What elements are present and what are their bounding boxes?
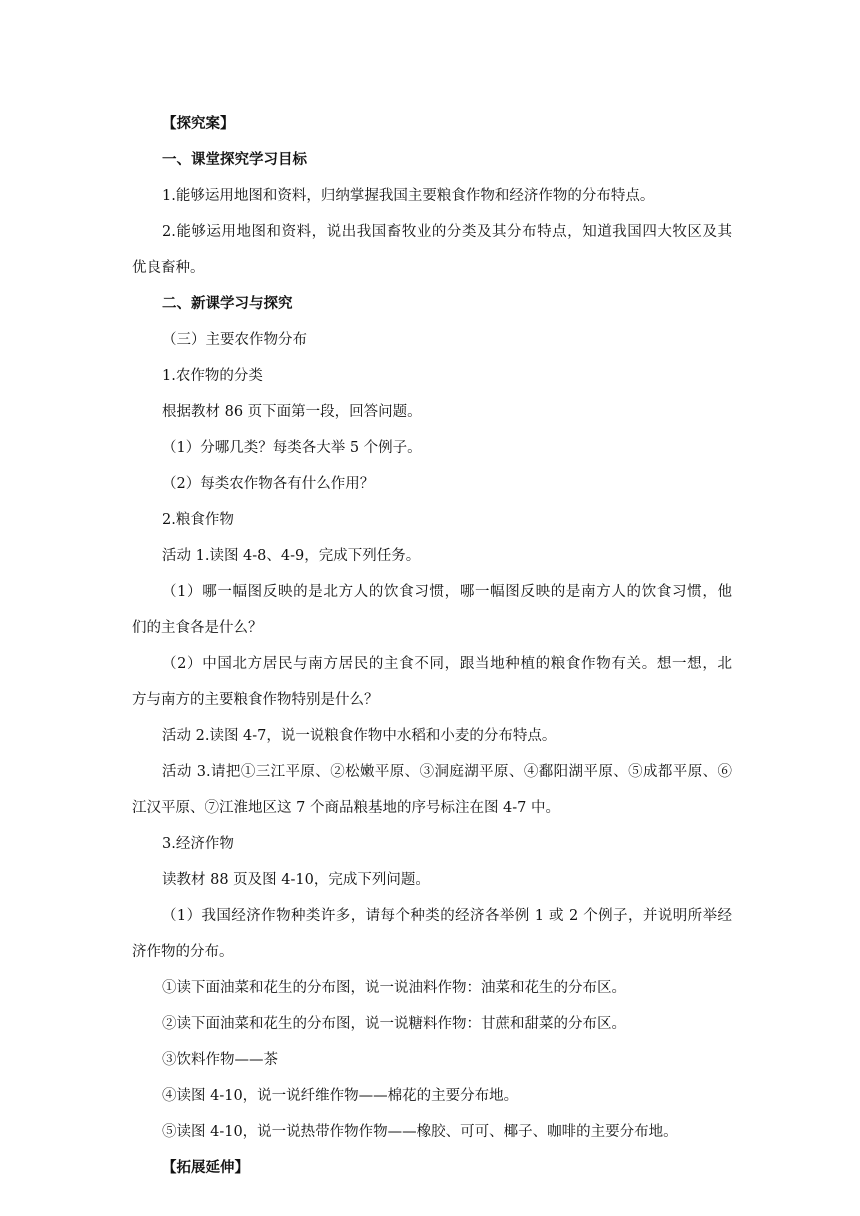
item-cash-crops: 3.经济作物 <box>162 836 234 852</box>
item-grain-crops: 2.粮食作物 <box>162 512 234 528</box>
sub-item-fiber-crops: ④读图 4-10，说一说纤维作物——棉花的主要分布地。 <box>162 1088 519 1104</box>
item-crop-classification: 1.农作物的分类 <box>162 368 263 384</box>
subheading-crop-distribution: （三）主要农作物分布 <box>162 332 307 348</box>
sub-item-oil-crops: ①读下面油菜和花生的分布图，说一说油料作物：油菜和花生的分布区。 <box>162 980 626 996</box>
item-3-text: 读教材 88 页及图 4-10，完成下列问题。 <box>162 872 430 888</box>
sub-item-beverage-crops: ③饮料作物——茶 <box>162 1052 278 1068</box>
item-3-question-1-line-2: 济作物的分布。 <box>132 944 234 960</box>
sub-item-tropical-crops: ⑤读图 4-10，说一说热带作物作物——橡胶、可可、椰子、咖啡的主要分布地。 <box>162 1124 678 1140</box>
item-1-question-2: （2）每类农作物各有什么作用？ <box>162 476 375 492</box>
activity-1-question-1-line-2: 们的主食各是什么？ <box>132 620 263 636</box>
activity-2: 活动 2.读图 4-7，说一说粮食作物中水稻和小麦的分布特点。 <box>162 728 557 744</box>
heading-learning-goals: 一、课堂探究学习目标 <box>162 152 307 168</box>
activity-1-question-2-line-1: （2）中国北方居民与南方居民的主食不同，跟当地种植的粮食作物有关。想一想，北 <box>162 656 732 672</box>
section-heading-explore: 【探究案】 <box>162 116 235 132</box>
item-3-question-1-line-1: （1）我国经济作物种类许多，请每个种类的经济各举例 1 或 2 个例子，并说明所举经 <box>162 908 732 924</box>
goal-1: 1.能够运用地图和资料，归纳掌握我国主要粮食作物和经济作物的分布特点。 <box>162 188 655 204</box>
sub-item-sugar-crops: ②读下面油菜和花生的分布图，说一说糖料作物：甘蔗和甜菜的分布区。 <box>162 1016 626 1032</box>
activity-3-line-1: 活动 3.请把①三江平原、②松嫩平原、③洞庭湖平原、④鄱阳湖平原、⑤成都平原、⑥ <box>162 764 732 780</box>
item-1-question-1: （1）分哪几类？每类各大举 5 个例子。 <box>162 440 422 456</box>
goal-2-line-2: 优良畜种。 <box>132 260 205 276</box>
activity-3-line-2: 江汉平原、⑦江淮地区这 7 个商品粮基地的序号标注在图 4-7 中。 <box>132 800 561 816</box>
goal-2-line-1: 2.能够运用地图和资料，说出我国畜牧业的分类及其分布特点，知道我国四大牧区及其 <box>162 224 732 240</box>
heading-new-lesson: 二、新课学习与探究 <box>162 296 293 312</box>
activity-1-question-1-line-1: （1）哪一幅图反映的是北方人的饮食习惯，哪一幅图反映的是南方人的饮食习惯，他 <box>162 584 732 600</box>
activity-1: 活动 1.读图 4-8、4-9，完成下列任务。 <box>162 548 421 564</box>
item-1-text: 根据教材 86 页下面第一段，回答问题。 <box>162 404 422 420</box>
activity-1-question-2-line-2: 方与南方的主要粮食作物特别是什么？ <box>132 692 379 708</box>
document-body <box>132 106 732 1186</box>
section-heading-extension: 【拓展延伸】 <box>162 1160 249 1176</box>
